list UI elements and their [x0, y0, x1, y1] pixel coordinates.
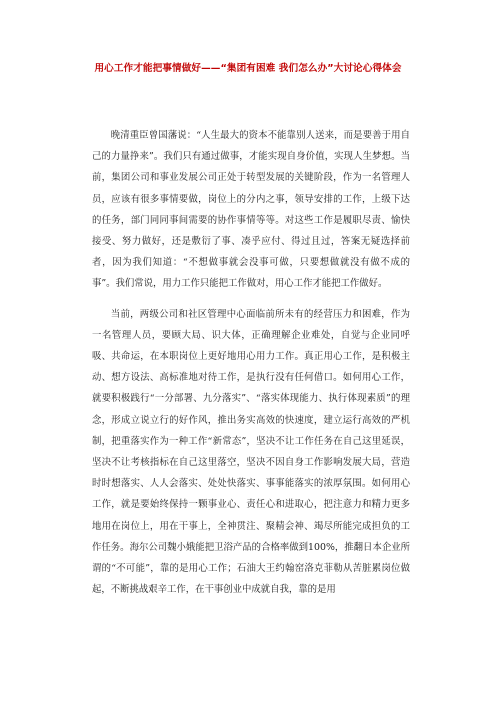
- document-title: 用心工作才能把事情做好——“集团有困难 我们怎么办”大讨论心得体会: [94, 63, 402, 74]
- paragraph: 当前，两级公司和社区管理中心面临前所未有的经营压力和困难，作为一名管理人员，要顾大局、识大体，正确理解企业难处，自觉与企业同呼吸、共命运，在本职岗位上更好地用心用力工作。真正用心工作，是积极主动、想方设法、高标准地对待工作，是执行没有任何借口。如何用心工作，就要积极践行“一分部署、九分落实”、“落实体现能力、执行体现素质”的理念，形成立说立行的好作风，推出务实高效的快速度，建立运行高效的严机制，把重落实作为一种工作“新常态”，坚决不让工作任务在自己这里延误，坚决不让考核指标在自己这里落空，坚决不因自身工作影响发展大局，营造时时想落实、人人会落实、处处快落实、事事能落实的浓厚氛围。如何用心工作，就是要始终保持一颗事业心、责任心和进取心，把注意力和精力更多地用在岗位上，用在干事上，全神贯注、聚精会神、竭尽所能完成担负的工作任务。海尔公司魏小娥能把卫浴产品的合格率做到100%，推翻日本企业所谓的“不可能”，靠的是用心工作；石油大王约翰窑洛克菲勒从苦脏累岗位做起，不断挑战艰辛工作，在干事创业中成就自我，靠的是用: [92, 308, 410, 596]
- document-body: [92, 125, 410, 600]
- paragraph: 晚清重臣曾国藩说：“人生最大的资本不能靠别人送来，而是要善于用自己的力量挣来”。我们只有通过做事，才能实现自身价值，实现人生梦想。当前，集团公司和事业发展公司正处于转型发展的关键阶段，作为一名管理人员，应该有很多事情要做，岗位上的分内之事，领导安排的工作，上级下达的任务，部门同同事间需要的协作事情等等。对这些工作是履职尽责、愉快接受、努力做好，还是敷衍了事、凑乎应付、得过且过，答案无疑选择前者，因为我们知道：“不想做事就会没事可做，只要想做就没有做不成的事”。我们常说，用力工作只能把工作做对，用心工作才能把工作做好。: [92, 130, 410, 290]
